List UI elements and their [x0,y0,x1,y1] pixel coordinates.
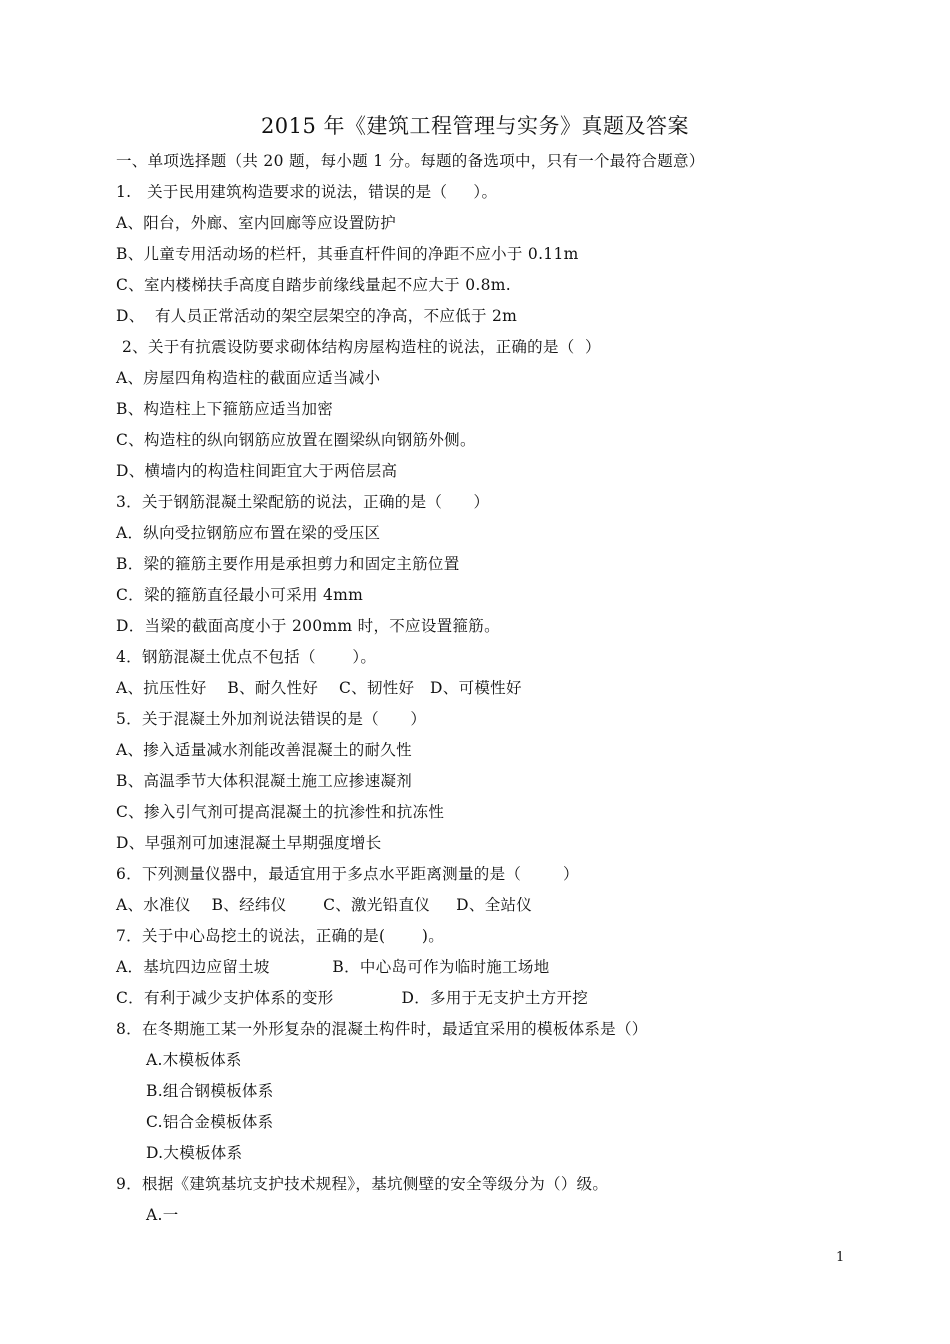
text-line: 1. 关于民用建筑构造要求的说法，错误的是（ ）。 [116,183,498,201]
text-line: B、构造柱上下箍筋应适当加密 [116,400,334,418]
text-line: 2、关于有抗震设防要求砌体结构房屋构造柱的说法，正确的是（ ） [122,338,601,356]
text-line: D、早强剂可加速混凝土早期强度增长 [116,834,382,852]
text-line: C．有利于减少支护体系的变形 D．多用于无支护土方开挖 [116,989,589,1007]
page-number: 1 [836,1250,845,1265]
text-line: 5．关于混凝土外加剂说法错误的是（ ） [116,710,427,728]
text-line: D、横墙内的构造柱间距宜大于两倍层高 [116,462,398,480]
text-line: C、构造柱的纵向钢筋应放置在圈梁纵向钢筋外侧。 [116,431,476,449]
text-line: C、掺入引气剂可提高混凝土的抗渗性和抗冻性 [116,803,445,821]
text-line: D.大模板体系 [146,1144,243,1162]
text-line: A、抗压性好 B、耐久性好 C、韧性好 D、可模性好 [116,679,522,697]
text-line: A.一 [146,1206,179,1224]
text-line: B.组合钢模板体系 [146,1082,274,1100]
text-line: 8．在冬期施工某一外形复杂的混凝土构件时，最适宜采用的模板体系是（） [116,1020,648,1038]
text-line: C、室内楼梯扶手高度自踏步前缘线量起不应大于 0.8m. [116,276,511,294]
text-line: A、阳台，外廊、室内回廊等应设置防护 [116,214,397,232]
text-line: 6．下列测量仪器中，最适宜用于多点水平距离测量的是（ ） [116,865,579,883]
text-line: 3．关于钢筋混凝土梁配筋的说法，正确的是（ ） [116,493,490,511]
text-line: 9．根据《建筑基坑支护技术规程》，基坑侧壁的安全等级分为（）级。 [116,1175,609,1193]
text-line: B、儿童专用活动场的栏杆，其垂直杆件间的净距不应小于 0.11m [116,245,579,263]
text-line: B、高温季节大体积混凝土施工应掺速凝剂 [116,772,413,790]
text-line: B．梁的箍筋主要作用是承担剪力和固定主筋位置 [116,555,460,573]
text-line: 一、单项选择题（共 20 题，每小题 1 分。每题的备选项中，只有一个最符合题意） [116,152,705,170]
text-line: 4．钢筋混凝土优点不包括（ ）。 [116,648,377,666]
text-line: A、水准仪 B、经纬仪 C、激光铅直仪 D、全站仪 [116,896,533,914]
text-line: A．纵向受拉钢筋应布置在梁的受压区 [116,524,381,542]
text-line: A.木模板体系 [146,1051,242,1069]
text-line: A、房屋四角构造柱的截面应适当减小 [116,369,381,387]
text-line: C．梁的箍筋直径最小可采用 4mm [116,586,364,604]
text-line: D．当梁的截面高度小于 200mm 时，不应设置箍筋。 [116,617,500,635]
text-line: A．基坑四边应留土坡 B．中心岛可作为临时施工场地 [116,958,550,976]
text-line: C.铝合金模板体系 [146,1113,274,1131]
text-line: 7．关于中心岛挖土的说法，正确的是( )。 [116,927,445,945]
text-line: A、掺入适量减水剂能改善混凝土的耐久性 [116,741,412,759]
text-line: D、 有人员正常活动的架空层架空的净高，不应低于 2m [116,307,518,325]
document-title: 2015 年《建筑工程管理与实务》真题及答案 [260,114,690,138]
question-list [116,146,916,1231]
